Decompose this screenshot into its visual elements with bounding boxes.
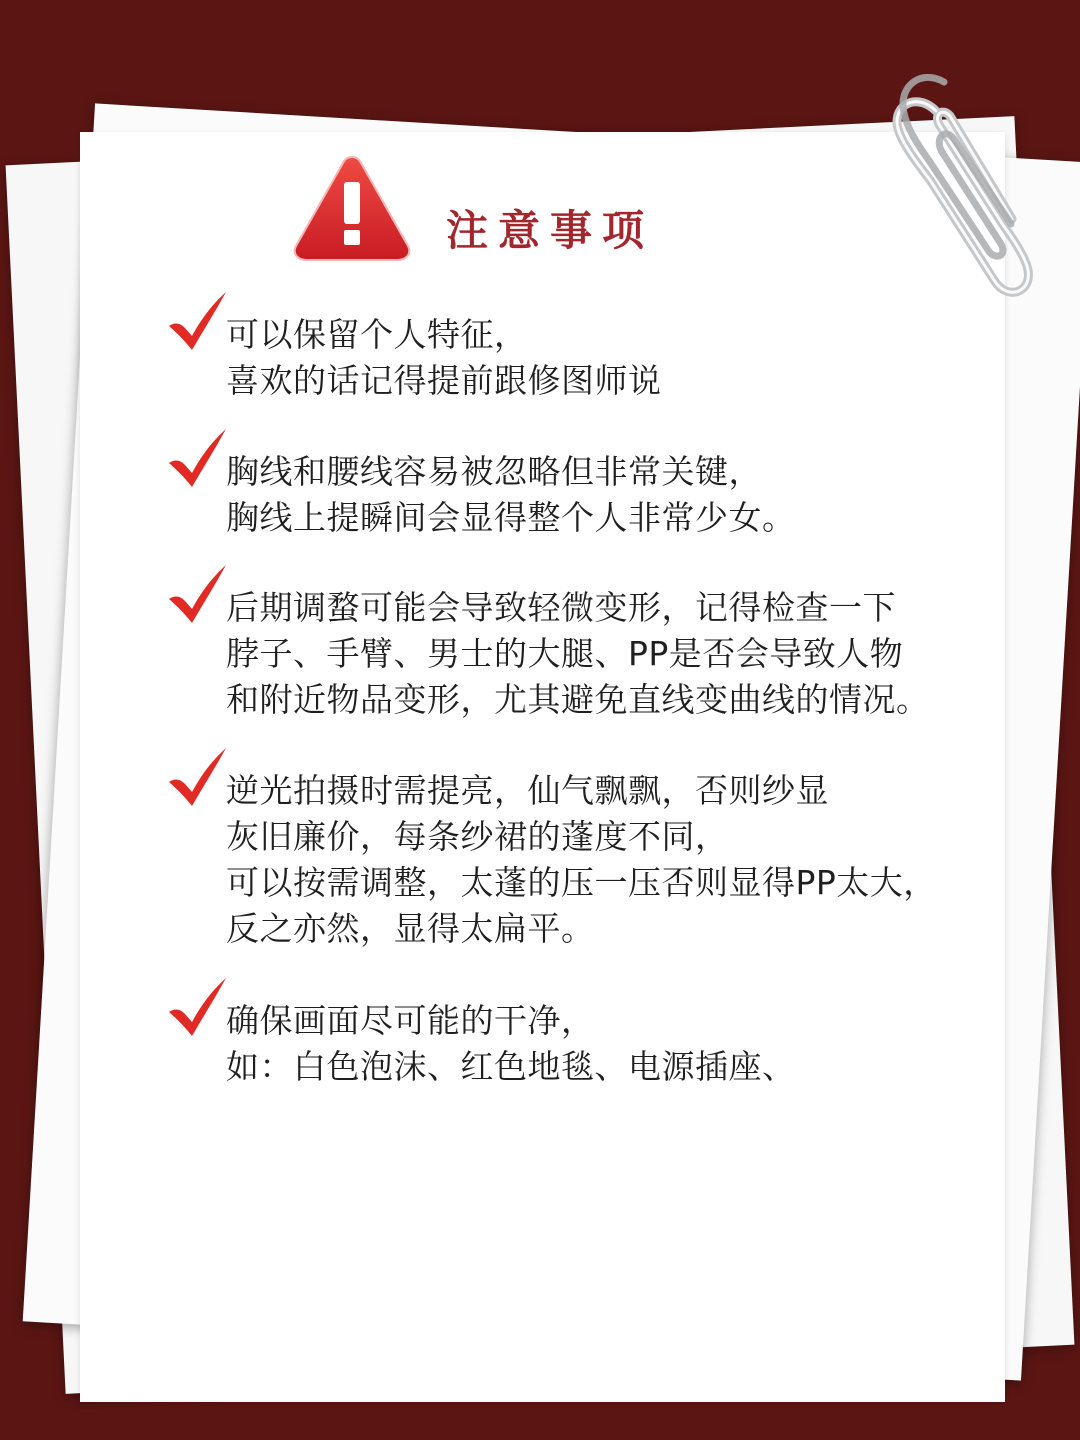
item-text bbox=[226, 449, 1006, 541]
item-line: 胸线和腰线容易被忽略但非常关键， bbox=[226, 452, 762, 491]
check-icon bbox=[165, 748, 229, 810]
item-line: 和附近物品变形，尤其避免直线变曲线的情况。 bbox=[226, 680, 930, 719]
check-icon bbox=[165, 292, 229, 354]
item-line: 后期调蝥可能会导致轻微变形，记得检查一下 bbox=[226, 588, 896, 627]
item-line: 如：白色泡沫、红色地毯、电源插座、 bbox=[226, 1047, 796, 1086]
check-icon bbox=[165, 978, 229, 1040]
check-icon bbox=[165, 565, 229, 627]
item-text bbox=[226, 768, 1006, 952]
item-text bbox=[226, 312, 1006, 404]
item-line: 反之亦然，显得太扁平。 bbox=[226, 909, 595, 948]
check-icon bbox=[165, 429, 229, 491]
item-line: 可以按需调整，太蓬的压一压否则显得PP太大， bbox=[226, 863, 937, 902]
page-title: 注意事项 bbox=[446, 206, 655, 255]
item-line: 胸线上提瞬间会显得整个人非常少女。 bbox=[226, 498, 796, 537]
item-text bbox=[226, 585, 1006, 723]
item-line: 逆光拍摄时需提亮，仙气飘飘，否则纱显 bbox=[226, 771, 829, 810]
item-line: 灰旧廉价，每条纱裙的蓬度不同， bbox=[226, 817, 729, 856]
item-line: 可以保留个人特征， bbox=[226, 315, 528, 354]
item-line: 确保画面尽可能的干净， bbox=[226, 1001, 595, 1040]
item-line: 脖子、手臂、男士的大腿、PP是否会导致人物 bbox=[226, 634, 904, 673]
item-text bbox=[226, 998, 1006, 1090]
item-line: 喜欢的话记得提前跟修图师说 bbox=[226, 361, 662, 400]
